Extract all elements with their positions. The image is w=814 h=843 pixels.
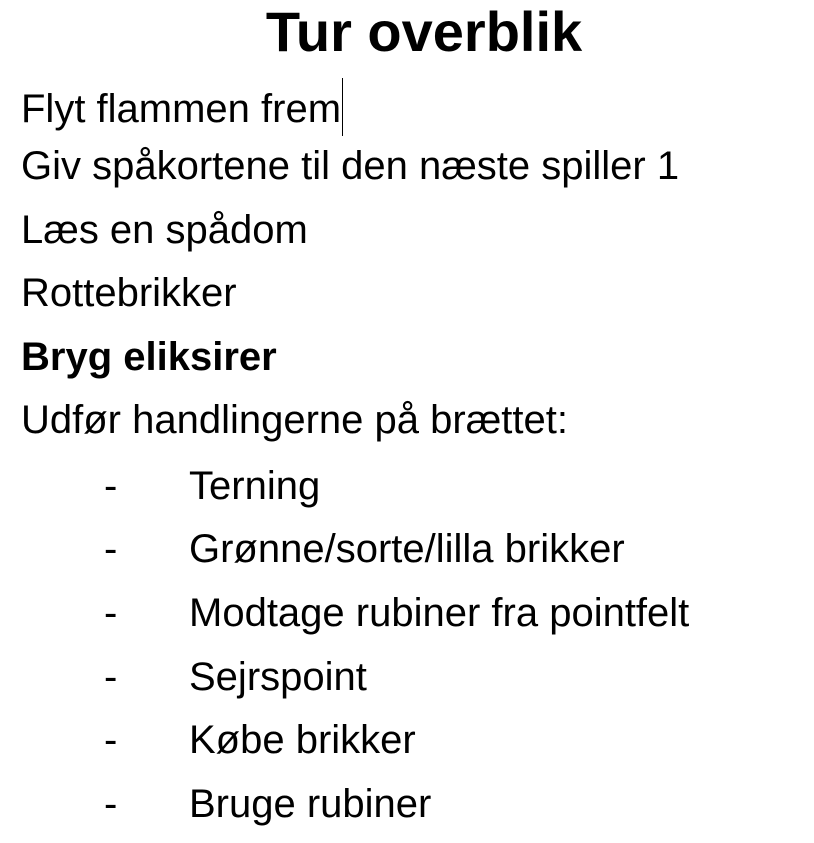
step-move-flame-text: Flyt flammen frem <box>21 87 342 131</box>
list-item-text: Sejrspoint <box>189 655 367 699</box>
bullet-dash: - <box>104 464 118 508</box>
document-title: Tur overblik <box>265 0 583 63</box>
step-pass-cards: Giv spåkortene til den næste spiller 1 <box>21 144 680 188</box>
list-item <box>0 781 814 827</box>
list-item <box>0 654 814 700</box>
list-item <box>0 526 814 572</box>
bullet-dash: - <box>104 718 118 762</box>
list-item <box>0 717 814 763</box>
step-move-flame <box>21 78 343 136</box>
step-board-actions: Udfør handlingerne på brættet: <box>21 398 568 442</box>
step-brew-potions: Bryg eliksirer <box>21 335 277 379</box>
list-item-text: Købe brikker <box>189 718 416 762</box>
list-item-text: Bruge rubiner <box>189 782 432 826</box>
bullet-dash: - <box>104 591 118 635</box>
bullet-dash: - <box>104 527 118 571</box>
bullet-dash: - <box>104 782 118 826</box>
list-item-text: Grønne/sorte/lilla brikker <box>189 527 625 571</box>
list-item-text: Terning <box>189 464 321 508</box>
list-item <box>0 463 814 509</box>
bullet-dash: - <box>104 655 118 699</box>
text-cursor <box>342 78 343 136</box>
step-read-prophecy: Læs en spådom <box>21 208 308 252</box>
step-rat-tokens: Rottebrikker <box>21 271 237 315</box>
list-item <box>0 590 814 636</box>
list-item-text: Modtage rubiner fra pointfelt <box>189 591 690 635</box>
